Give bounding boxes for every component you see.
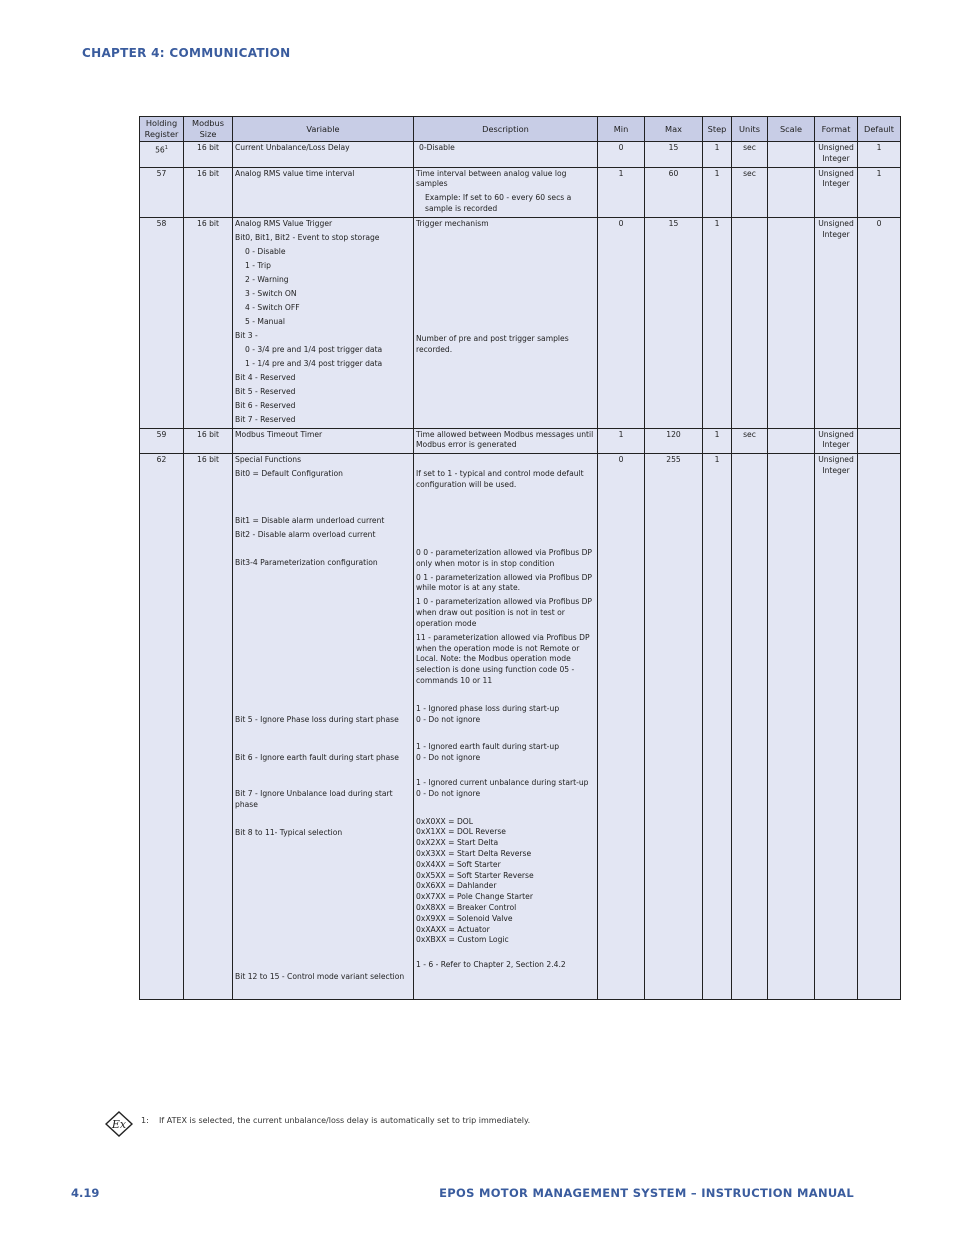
cell-default: [858, 454, 901, 1000]
cell-variable: Modbus Timeout Timer: [233, 428, 414, 454]
cell-step: 1: [703, 428, 732, 454]
cell-variable: Current Unbalance/Loss Delay: [233, 142, 414, 168]
cell-register: 59: [140, 428, 184, 454]
cell-size: 16 bit: [184, 454, 233, 1000]
cell-step: 1: [703, 167, 732, 217]
cell-size: 16 bit: [184, 428, 233, 454]
col-header-scale: Scale: [768, 117, 815, 142]
table-row: [140, 217, 901, 428]
col-header-description: Description: [414, 117, 598, 142]
footnote-number: 1:: [141, 1116, 149, 1125]
cell-units: [732, 454, 768, 1000]
cell-size: 16 bit: [184, 217, 233, 428]
table-header-row: [140, 117, 901, 142]
cell-format: Unsigned Integer: [815, 428, 858, 454]
col-header-format: Format: [815, 117, 858, 142]
table-row: [140, 142, 901, 168]
cell-register: 57: [140, 167, 184, 217]
cell-max: 60: [645, 167, 703, 217]
col-header-units: Units: [732, 117, 768, 142]
table-row: [140, 428, 901, 454]
cell-format: Unsigned Integer: [815, 217, 858, 428]
cell-default: 1: [858, 167, 901, 217]
cell-default: 1: [858, 142, 901, 168]
modbus-register-table: [139, 116, 901, 1000]
footnote-text: If ATEX is selected, the current unbalance/loss delay is automatically set to trip immediately.: [159, 1116, 531, 1125]
cell-format: Unsigned Integer: [815, 142, 858, 168]
cell-variable: Analog RMS Value Trigger Bit0, Bit1, Bit2 - Event to stop storage 0 - Disable 1 - Trip 2 - Warning 3 - Switch ON 4 - Switch OFF 5 - Manual Bit 3 - 0 - 3/4 pre and 1/4 post trigger data 1 - 1/4 pre and 3/4 post trigger data Bit 4 - Reserved Bit 5 - Reserved Bit 6 - Reserved Bit 7 - Reserved: [233, 217, 414, 428]
cell-description: If set to 1 - typical and control mode default configuration will be used. 0 0 - parameterization allowed via Profibus DP only when motor is in stop condition 0 1 - parameterization allowed via Profibus DP while motor is at any state. 1 0 - parameterization allowed via Profibus DP when draw out position is not in test or operation mode 11 - parameterization allowed via Profibus DP when the operation mode is not Remote or Local. Note: the Modbus operation mode selection is done using function code 05 - commands 10 or 11 1 - Ignored phase loss during start-up 0 - Do not ignore 1 - Ignored earth fault during start-up 0 - Do not ignore 1 - Ignored current unbalance during start-up 0 - Do not ignore 0xX0XX = DOL 0xX1XX = DOL Reverse 0xX2XX = Start Delta 0xX3XX = Start Delta Reverse 0xX4XX = Soft Starter 0xX5XX = Soft Starter Reverse 0xX6XX = Dahlander 0xX7XX = Pole Change Starter 0xX8XX = Breaker Control 0xX9XX = Solenoid Valve 0xXAXX = Actuator 0xXBXX = Custom Logic 1 - 6 - Refer to Chapter 2, Section 2.4.2: [414, 454, 598, 1000]
cell-units: sec: [732, 167, 768, 217]
cell-scale: [768, 142, 815, 168]
cell-units: sec: [732, 428, 768, 454]
cell-register: $56^1$: [140, 142, 184, 168]
cell-step: 1: [703, 217, 732, 428]
cell-min: 1: [598, 428, 645, 454]
svg-text:Ex: Ex: [111, 1118, 127, 1131]
cell-description: Time interval between analog value log samples Example: If set to 60 - every 60 secs a sample is recorded: [414, 167, 598, 217]
cell-scale: [768, 454, 815, 1000]
table-row: [140, 167, 901, 217]
cell-register: 58: [140, 217, 184, 428]
cell-scale: [768, 217, 815, 428]
cell-units: [732, 217, 768, 428]
cell-description: Trigger mechanism Number of pre and post trigger samples recorded.: [414, 217, 598, 428]
cell-min: 1: [598, 167, 645, 217]
col-header-variable: Variable: [233, 117, 414, 142]
cell-description: 0-Disable: [414, 142, 598, 168]
cell-min: 0: [598, 217, 645, 428]
col-header-step: Step: [703, 117, 732, 142]
cell-register: 62: [140, 454, 184, 1000]
cell-variable: Analog RMS value time interval: [233, 167, 414, 217]
cell-step: 1: [703, 142, 732, 168]
cell-max: 15: [645, 142, 703, 168]
col-header-modbus-size: Modbus Size: [184, 117, 233, 142]
cell-size: 16 bit: [184, 142, 233, 168]
cell-format: Unsigned Integer: [815, 167, 858, 217]
cell-min: 0: [598, 454, 645, 1000]
cell-units: sec: [732, 142, 768, 168]
col-header-max: Max: [645, 117, 703, 142]
cell-size: 16 bit: [184, 167, 233, 217]
cell-scale: [768, 167, 815, 217]
cell-step: 1: [703, 454, 732, 1000]
atex-ex-icon: [105, 1111, 133, 1137]
table-row: [140, 454, 901, 1000]
col-header-default: Default: [858, 117, 901, 142]
cell-max: 255: [645, 454, 703, 1000]
cell-default: [858, 428, 901, 454]
cell-default: 0: [858, 217, 901, 428]
page-number: 4.19: [71, 1186, 100, 1200]
cell-variable: Special Functions Bit0 = Default Configuration Bit1 = Disable alarm underload current Bit2 - Disable alarm overload current Bit3-4 Parameterization configuration Bit 5 - Ignore Phase loss during start phase Bit 6 - Ignore earth fault during start phase Bit 7 - Ignore Unbalance load during start phase Bit 8 to 11- Typical selection Bit 12 to 15 - Control mode variant selection: [233, 454, 414, 1000]
col-header-holding-register: Holding Register: [140, 117, 184, 142]
cell-description: Time allowed between Modbus messages until Modbus error is generated: [414, 428, 598, 454]
cell-max: 120: [645, 428, 703, 454]
cell-max: 15: [645, 217, 703, 428]
cell-min: 0: [598, 142, 645, 168]
cell-format: Unsigned Integer: [815, 454, 858, 1000]
cell-scale: [768, 428, 815, 454]
col-header-min: Min: [598, 117, 645, 142]
manual-title: EPOS MOTOR MANAGEMENT SYSTEM – INSTRUCTION MANUAL: [439, 1186, 854, 1200]
chapter-heading: CHAPTER 4: COMMUNICATION: [82, 46, 291, 60]
